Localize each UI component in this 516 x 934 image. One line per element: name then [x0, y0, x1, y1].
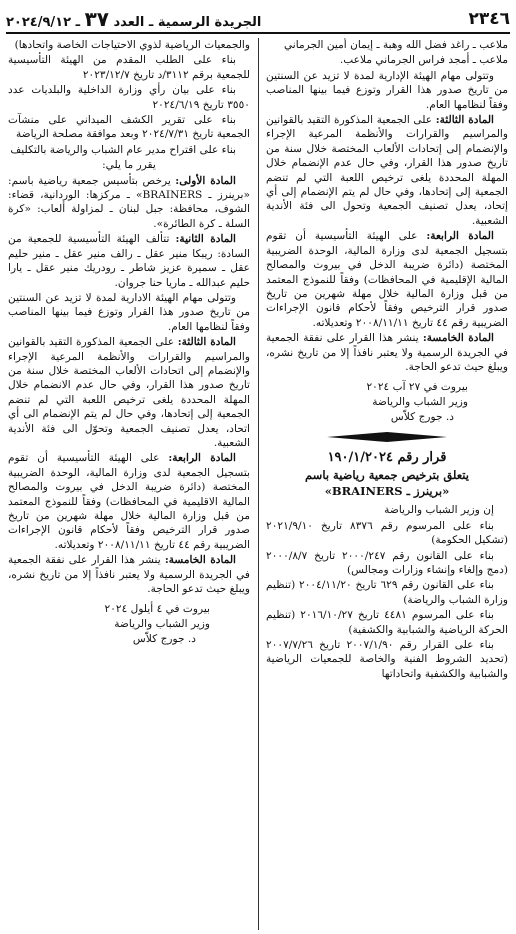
article-label: المادة الخامسة:: [164, 554, 236, 567]
article-4: [8, 451, 250, 552]
article-label: المادة الثانية:: [175, 233, 236, 246]
decision-association-name: «برينرز ـ BRAINERS»: [324, 484, 450, 499]
decides-line: يقرر ما يلي:: [102, 159, 156, 172]
article-1: [8, 174, 250, 232]
decision-title: قرار رقم ١٩٠/١/٢٠٢٤: [327, 450, 447, 466]
signature-block: [266, 380, 508, 425]
basis-item: بناء على بيان رأي وزارة الداخلية والبلديات عدد ٣٥٥٠ تاريخ ٢٠٢٤/٦/١٩: [8, 84, 250, 111]
issue-number: ٣٧: [84, 7, 109, 31]
basis-item: بناء على المرسوم رقم ٨٣٧٦ تاريخ ٢٠٢١/٩/١٠ (تشكيل الحكومة): [266, 519, 508, 547]
signature-name: د. جورج كلاّس: [390, 411, 454, 424]
article-label: المادة الثالثة:: [177, 336, 237, 349]
article-label: المادة الأولى:: [175, 174, 236, 187]
column-divider: [258, 38, 259, 930]
signature-name: د. جورج كلاّس: [132, 633, 196, 646]
basis-item: بناء على تقرير الكشف الميداني على منشآت الجمعية تاريخ ٢٠٢٤/٧/٣١ وبعد موافقة مصلحة الرياضة: [8, 114, 250, 141]
basis-item: بناء على المرسوم ٤٤٨١ تاريخ ٢٠١٦/١٠/٢٧ (تنظيم الحركة الرياضية والشبابية والكشفية): [266, 609, 508, 636]
intro-line: ملاعب ـ أمجد فراس الجرماني ملاعب.: [339, 54, 508, 67]
gazette-issue-line: [6, 7, 261, 31]
right-column: [266, 38, 508, 930]
basis-item: بناء على القرار رقم ٢٠٠٧/١/٩٠ تاريخ ٢٠٠٧/٧/٢٦ (تحديد الشروط الفنية والخاصة للجمعيات الرياضية والشبابية والكشفية واتحاداتها: [266, 639, 508, 680]
article-text: على الجمعية المذكورة التقيد بالقوانين والمراسيم والقرارات والأنظمة المرعية الإجراء والإنضمام إلى اتحادات الألعاب المختصة خلال سنة من تاريخ صدور هذا القرار، وفي حال عدم الانضمام خلال المهلة المحددة يلغى ترخيص اللعبة التي لم تنضم الجمعية إلى إتحادها، وفي حال لم يتم الإنضمام الى أي اتحاد، يعدل تصنيف الجمعية وتحوّل الى فئة الأندية الشعبية.: [8, 336, 250, 449]
article-text: يرخص بتأسيس جمعية رياضية باسم: «برينرز ـ BRAINERS» ـ مركزها: الوردانية، قضاء: الشوف، محافظة: جبل لبنان ـ لمزاولة ألعاب: «كرة السلة ـ كرة الطائرة».: [8, 174, 250, 230]
issue-date: ـ ٢٠٢٤/٩/١٢: [6, 15, 81, 30]
article-text: على الجمعية المذكورة التقيد بالقوانين والمراسيم والقرارات والأنظمة المرعية الإجراء والإنضمام إلى إتحادات الألعاب المختصة خلال سنة من تاريخ صدور هذا القرار، وفي حال عدم الإنضمام خلال المهلة المحددة يلغى ترخيص اللعبة التي لم تنضم الجمعية إلى إتحادها، وفي حال لم يتم الإنضمام إلى أي إتحاد، يعدل تصنيف الجمعية وتحول الى فئة الأندية الشعبية.: [266, 114, 508, 227]
signature-block: [8, 602, 250, 647]
basis-item: بناء على اقتراح مدير عام الشباب والرياضة بالتكليف: [10, 143, 236, 156]
article-text: ينشر هذا القرار على نفقة الجمعية في الجريدة الرسمية ولا يعتبر نافذاً إلا من تاريخ نشره، ويبلغ حيث تدعو الحاجة.: [8, 554, 250, 596]
article-4: [266, 229, 508, 330]
section-divider-ornament: [327, 431, 447, 443]
article-text: على الهيئة التأسيسية أن تقوم بتسجيل الجمعية لدى وزارة المالية، الوحدة الضريبية المختصة (دائرة ضريبة الدخل في بيروت والمصالح المالية الإقليمية في المحافظات) وفقاً للنموذج المعتمد من قبل وزارة المالية خلال مهلة شهرين من تاريخ صدور قرار الترخيص وفقاً لأحكام قانون الإجراءات الضريبية رقم ٤٤ تاريخ ٢٠٠٨/١١/١١ وتعديلاته.: [266, 230, 508, 329]
article-5: [266, 331, 508, 374]
article-label: المادة الرابعة:: [426, 230, 494, 243]
signature-date: بيروت في ٤ أيلول ٢٠٢٤: [104, 603, 210, 616]
basis-item: بناء على القانون رقم ٦٢٩ تاريخ ٢٠٠٤/١١/٢٠ (تنظيم وزارة الشباب والرياضة): [266, 579, 508, 606]
article-text: ينشر هذا القرار على نفقة الجمعية في الجريدة الرسمية ولا يعتبر نافذاً إلا من تاريخ نشره، ويبلغ حيث تدعو الحاجة.: [266, 332, 508, 373]
article-2: [8, 232, 250, 290]
article-3: [8, 335, 250, 450]
article-label: المادة الرابعة:: [168, 452, 236, 465]
basis-item: بناء على القانون رقم ٢٠٠٠/٢٤٧ تاريخ ٢٠٠٠/٨/٧ (دمج وإلغاء وإنشاء وزارات ومجالس): [266, 549, 508, 576]
mandate-paragraph: وتتولى مهام الهيئة الإدارية لمدة لا تزيد عن السنتين من تاريخ صدور هذا القرار وتوزع فيما بينها المناصب وفقاً لنظامها العام.: [266, 69, 508, 111]
signature-role: وزير الشباب والرياضة: [114, 618, 210, 631]
continuation-text: والجمعيات الرياضية لذوي الاحتياجات الخاصة واتحادها): [14, 39, 250, 51]
gazette-title: الجريدة الرسمية ـ العدد: [113, 15, 262, 30]
page-number: ٢٣٤٦: [468, 9, 510, 29]
minister-line: إن وزير الشباب والرياضة: [384, 504, 494, 517]
basis-item: بناء على الطلب المقدم من الهيئة التأسيسية للجمعية برقم ٣١١٢/د تاريخ ٢٠٢٣/١٢/٧: [8, 54, 250, 81]
mandate-paragraph: وتتولى مهام الهيئة الادارية لمدة لا تزيد عن السنتين من تاريخ صدور هذا القرار وتوزع فيما بينها المناصب وفقاً لنظامها العام.: [8, 291, 250, 333]
left-column: [8, 38, 250, 930]
signature-role: وزير الشباب والرياضة: [372, 396, 468, 409]
article-5: [8, 553, 250, 596]
decision-subject: يتعلق بترخيص جمعية رياضية باسم: [305, 468, 469, 483]
article-text: على الهيئة التأسيسية أن تقوم بتسجيل الجمعية لدى وزارة المالية، الوحدة الضريبية المختصة (دائرة ضريبة الدخل في بيروت والمصالح المالية الاقليمية في المحافظات) وفقاً للنموذج المعتمد من قبل وزارة المالية خلال مهلة شهرين من تاريخ صدور قرار الترخيص وفقاً لأحكام قانون الإجراءات الضريبية رقم ٤٤ تاريخ ٢٠٠٨/١١/١١ وتعديلاته.: [8, 452, 250, 551]
article-label: المادة الخامسة:: [422, 332, 494, 345]
article-text: تتألف الهيئة التأسيسية للجمعية من السادة: ريبكا منير عقل ـ رالف منير عقل ـ منير حليم عقل ـ سميرة عزيز شاطر ـ رودريك منير عقل ـ يارا حليم عبدالله ـ ماريا حنا جروان.: [8, 233, 250, 289]
article-label: المادة الثالثة:: [435, 114, 495, 127]
intro-line: ملاعب ـ راغد فضل الله وهبة ـ إيمان أمين الجرماني: [283, 39, 508, 51]
page-header: [6, 6, 510, 34]
signature-date: بيروت في ٢٧ آب ٢٠٢٤: [366, 381, 468, 394]
article-3: [266, 113, 508, 228]
